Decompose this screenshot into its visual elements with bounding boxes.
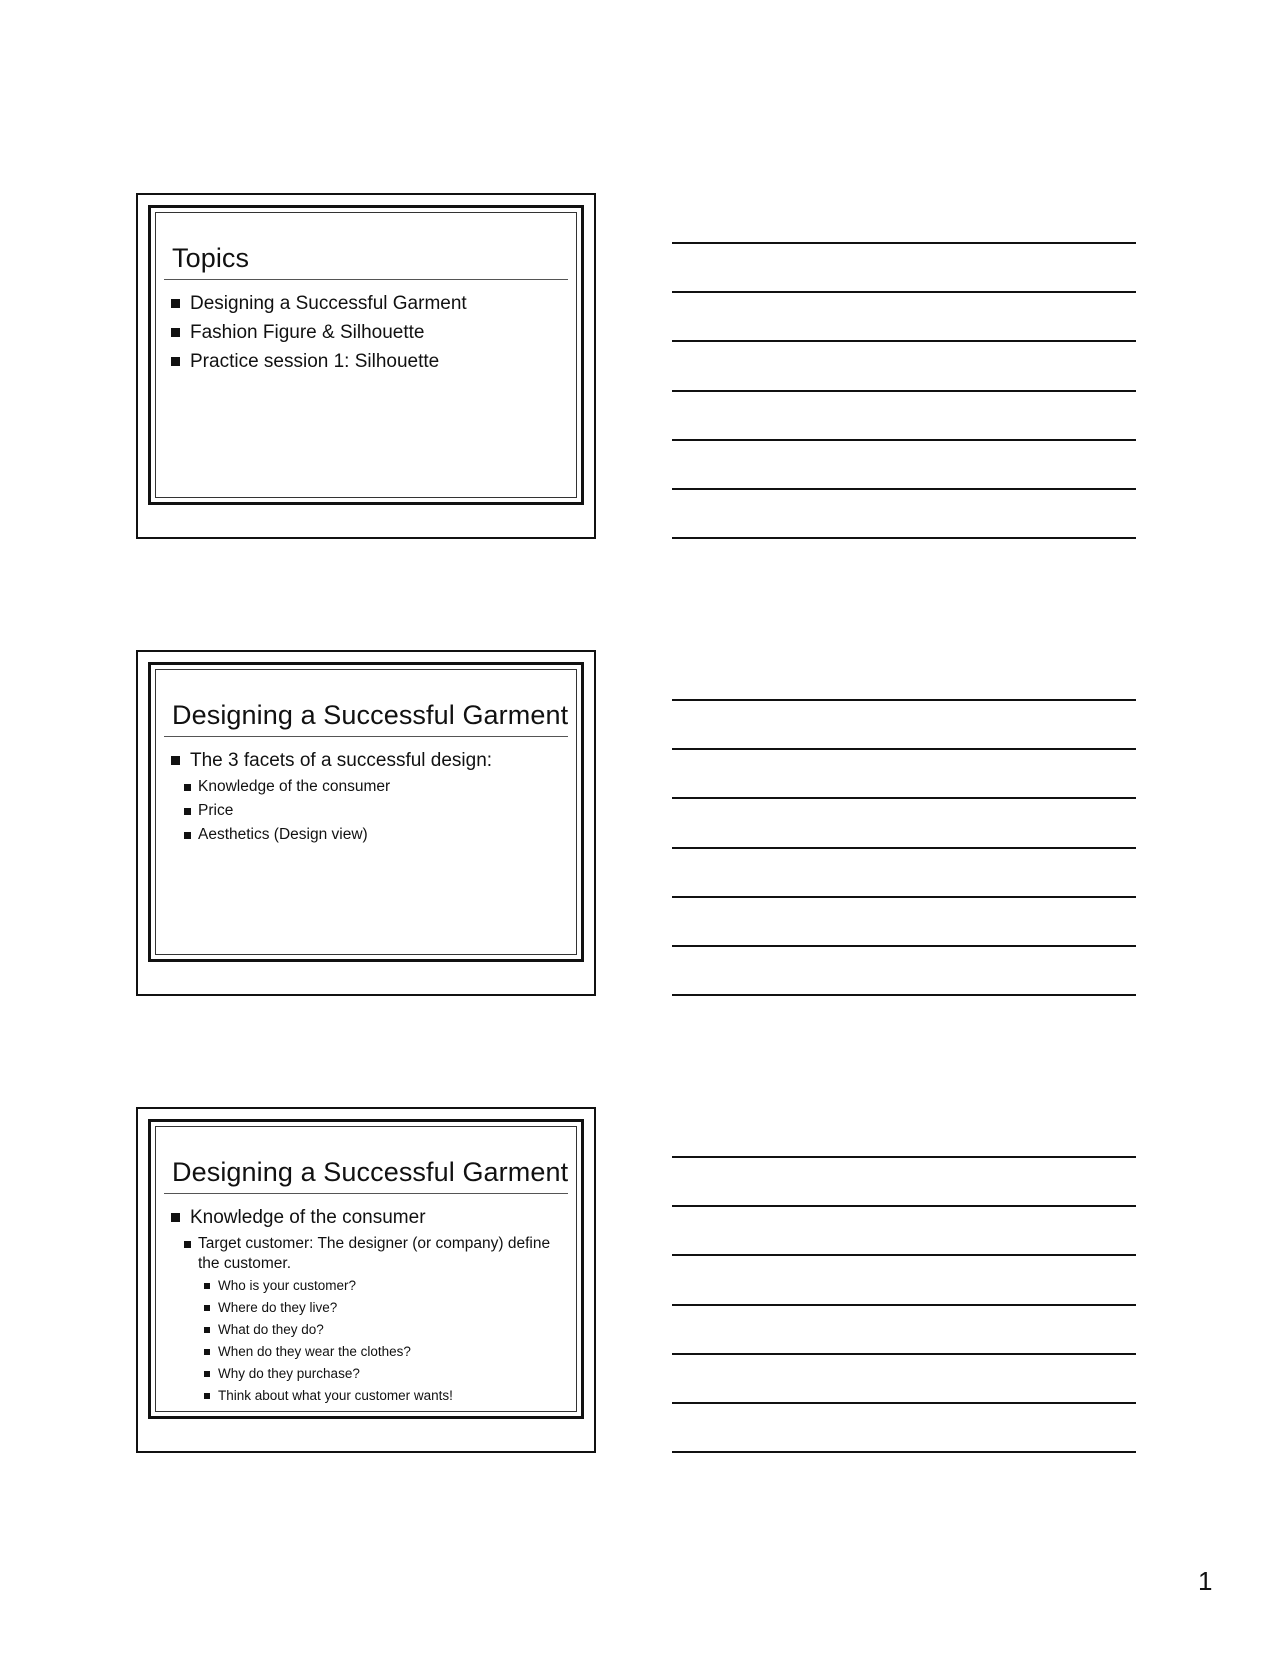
sub-bullet-item: Price — [184, 801, 568, 821]
note-line — [672, 488, 1136, 490]
note-line — [672, 896, 1136, 898]
sub-bullet-item: Knowledge of the consumer — [184, 777, 568, 797]
sub-sub-bullet-list — [198, 1276, 568, 1405]
sub-sub-bullet-item: What do they do? — [204, 1320, 568, 1339]
slide-1-content — [155, 212, 577, 498]
note-line — [672, 439, 1136, 441]
note-line — [672, 390, 1136, 392]
slide-3 — [136, 1107, 596, 1453]
note-line — [672, 1304, 1136, 1306]
bullet-item — [164, 1203, 568, 1405]
notes-lines-2 — [672, 650, 1136, 996]
sub-bullet-item: Aesthetics (Design view) — [184, 825, 568, 845]
slide-title: Topics — [164, 243, 568, 280]
note-line — [672, 699, 1136, 701]
note-line — [672, 847, 1136, 849]
note-line — [672, 1451, 1136, 1453]
note-line — [672, 1254, 1136, 1256]
slide-2 — [136, 650, 596, 996]
sub-bullet-item — [184, 1234, 568, 1405]
note-line — [672, 1353, 1136, 1355]
note-line — [672, 1402, 1136, 1404]
bullet-item: Practice session 1: Silhouette — [164, 347, 568, 376]
note-line — [672, 340, 1136, 342]
slide-title: Designing a Successful Garment — [164, 700, 568, 737]
bullet-item: Fashion Figure & Silhouette — [164, 318, 568, 347]
note-line — [672, 291, 1136, 293]
note-line — [672, 797, 1136, 799]
sub-sub-bullet-item: When do they wear the clothes? — [204, 1342, 568, 1361]
bullet-list — [164, 289, 568, 376]
sub-bullet-list — [190, 777, 568, 845]
bullet-item — [164, 746, 568, 845]
note-line — [672, 994, 1136, 996]
note-line — [672, 945, 1136, 947]
slide-3-border — [148, 1119, 584, 1419]
note-line — [672, 748, 1136, 750]
sub-sub-bullet-item: Why do they purchase? — [204, 1364, 568, 1383]
sub-bullet-text: Target customer: The designer (or company) define the customer. — [198, 1235, 551, 1272]
note-line — [672, 242, 1136, 244]
slide-2-content — [155, 669, 577, 955]
bullet-text: The 3 facets of a successful design: — [190, 750, 493, 771]
sub-sub-bullet-item: Think about what your customer wants! — [204, 1386, 568, 1405]
slide-1 — [136, 193, 596, 539]
note-line — [672, 1205, 1136, 1207]
notes-lines-3 — [672, 1107, 1136, 1453]
bullet-text: Knowledge of the consumer — [190, 1207, 426, 1228]
note-line — [672, 1156, 1136, 1158]
slide-2-border — [148, 662, 584, 962]
bullet-item: Designing a Successful Garment — [164, 289, 568, 318]
sub-sub-bullet-item: Where do they live? — [204, 1298, 568, 1317]
slide-1-border — [148, 205, 584, 505]
sub-bullet-list — [190, 1234, 568, 1405]
page-number: 1 — [1198, 1566, 1213, 1596]
slide-title: Designing a Successful Garment — [164, 1157, 568, 1194]
notes-lines-1 — [672, 193, 1136, 539]
note-line — [672, 537, 1136, 539]
sub-sub-bullet-item: Who is your customer? — [204, 1276, 568, 1295]
slide-3-content — [155, 1126, 577, 1412]
bullet-list — [164, 1203, 568, 1405]
bullet-list — [164, 746, 568, 845]
